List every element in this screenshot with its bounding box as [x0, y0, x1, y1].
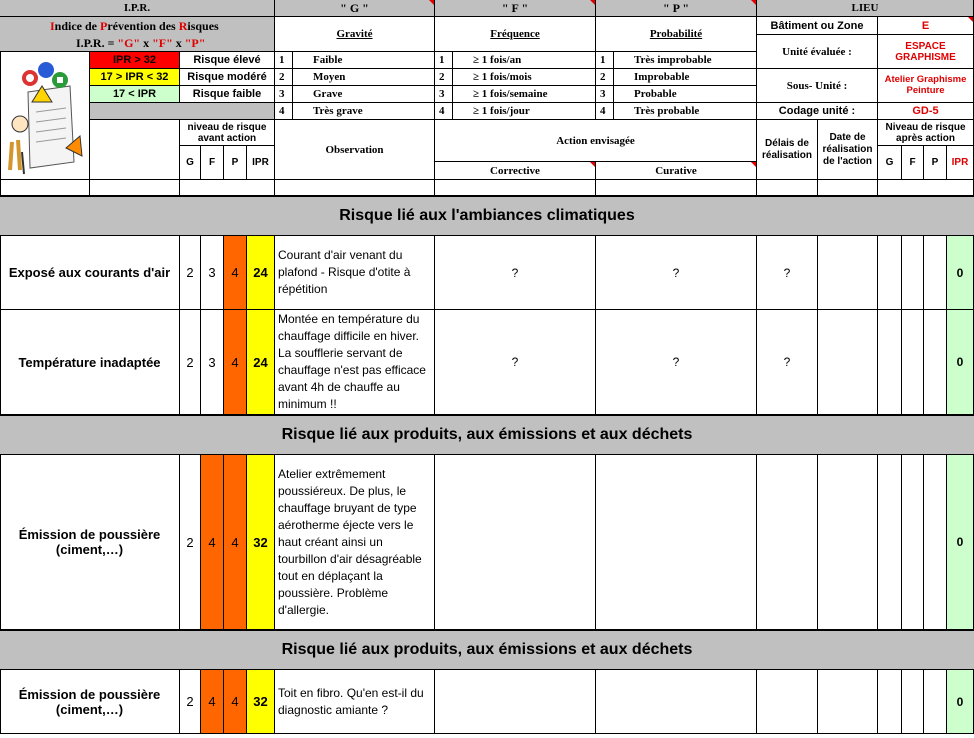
legend-label-low: Risque faible — [180, 86, 275, 103]
indice-text-2: révention des — [107, 19, 179, 33]
ipr-after-value: 0 — [947, 310, 974, 415]
curative-action-cell[interactable]: ? — [596, 236, 757, 310]
section-header: Risque lié aux l'ambiances climatiques — [0, 196, 974, 236]
unite-value: ESPACE GRAPHISME — [878, 35, 974, 69]
gravite-level-number: 3 — [275, 86, 293, 103]
ipr-after-value: 0 — [947, 670, 974, 734]
p-after-cell — [924, 670, 947, 734]
p-value: 4 — [224, 310, 247, 415]
corrective-action-cell[interactable]: ? — [435, 310, 596, 415]
delais-header: Délais de réalisation — [757, 120, 818, 180]
g-after-cell — [878, 670, 902, 734]
gravite-level-label: Grave — [293, 86, 435, 103]
codage-value: GD-5 — [878, 103, 974, 120]
p-after-cell — [924, 310, 947, 415]
corrective-action-cell[interactable]: ? — [435, 236, 596, 310]
legend-range-mid: 17 > IPR < 32 — [90, 69, 180, 86]
probabilite-level-label: Très improbable — [614, 52, 757, 69]
probabilite-level-label: Très probable — [614, 103, 757, 120]
sous-unite-value: Atelier Graphisme Peinture — [878, 69, 974, 103]
legend-label-mid: Risque modéré — [180, 69, 275, 86]
g-after-cell — [878, 310, 902, 415]
col-p-apres: P — [924, 146, 947, 180]
observation-header: Observation — [275, 120, 435, 180]
col-ipr-apres: IPR — [947, 146, 974, 180]
observation-cell: Toit en fibro. Qu'en est-il du diagnostic amiante ? — [275, 670, 435, 734]
risk-name: Émission de poussière (ciment,…) — [0, 670, 180, 734]
p-after-cell — [924, 236, 947, 310]
curative-header: Curative — [596, 162, 757, 180]
f-value: 3 — [201, 236, 224, 310]
f-subtitle-text: Fréquence — [490, 28, 540, 40]
ipr-formula — [0, 34, 274, 51]
f-subtitle — [435, 17, 596, 52]
risk-name: Exposé aux courants d'air — [0, 236, 180, 310]
indice-text-3: isques — [187, 19, 219, 33]
g-subtitle-text: Gravité — [336, 28, 373, 40]
ipr-value: 32 — [247, 670, 275, 734]
g-after-cell — [878, 236, 902, 310]
empty-header-left-bottom — [90, 180, 180, 196]
f-value: 4 — [201, 670, 224, 734]
g-title: " G " — [275, 0, 435, 17]
probabilite-level-number: 2 — [596, 69, 614, 86]
frequence-level-number: 1 — [435, 52, 453, 69]
gravite-level-label: Faible — [293, 52, 435, 69]
curative-action-cell[interactable] — [596, 455, 757, 630]
corrective-header: Corrective — [435, 162, 596, 180]
ipr-title: I.P.R. — [0, 0, 275, 17]
date-cell[interactable] — [818, 670, 878, 734]
apres-spacer — [878, 180, 974, 196]
date-cell[interactable] — [818, 310, 878, 415]
corrective-action-cell[interactable] — [435, 455, 596, 630]
formula-p: "P" — [184, 36, 206, 50]
f-after-cell — [902, 310, 924, 415]
g-subtitle — [275, 17, 435, 52]
section-header: Risque lié aux produits, aux émissions et aux déchets — [0, 415, 974, 455]
batiment-label: Bâtiment ou Zone — [757, 17, 878, 35]
ipr-value: 24 — [247, 236, 275, 310]
gravite-level-number: 4 — [275, 103, 293, 120]
f-value: 4 — [201, 455, 224, 630]
sous-unite-label: Sous- Unité : — [757, 69, 878, 103]
probabilite-level-label: Probable — [614, 86, 757, 103]
col-ipr-avant: IPR — [247, 146, 275, 180]
delais-cell[interactable]: ? — [757, 310, 818, 415]
avant-spacer — [180, 180, 275, 196]
p-subtitle-text: Probabilité — [649, 28, 703, 40]
indice-text-1: ndice de — [54, 19, 101, 33]
p-value: 4 — [224, 236, 247, 310]
p-title: " P " — [596, 0, 757, 17]
frequence-level-number: 4 — [435, 103, 453, 120]
f-after-cell — [902, 236, 924, 310]
empty-header-left — [90, 120, 180, 180]
legend-label-high: Risque élevé — [180, 52, 275, 69]
delais-cell[interactable] — [757, 455, 818, 630]
f-after-cell — [902, 670, 924, 734]
curative-action-cell[interactable] — [596, 670, 757, 734]
indice-title — [0, 17, 275, 52]
col-p-avant: P — [224, 146, 247, 180]
clipart-bottom-spacer — [0, 180, 90, 196]
gravite-level-label: Moyen — [293, 69, 435, 86]
p-after-cell — [924, 455, 947, 630]
col-g-avant: G — [180, 146, 201, 180]
observation-cell: Montée en température du chauffage difficile en hiver. La soufflerie servant de chauffage n'est pas efficace avant 4h de chauffe au minimum !! — [275, 310, 435, 415]
date-header: Date de réalisation de l'action — [818, 120, 878, 180]
date-cell[interactable] — [818, 455, 878, 630]
gravite-level-number: 1 — [275, 52, 293, 69]
delais-spacer — [757, 180, 818, 196]
indice-letter-p: P — [100, 19, 108, 33]
col-g-apres: G — [878, 146, 902, 180]
legend-range-low: 17 < IPR — [90, 86, 180, 103]
frequence-level-number: 3 — [435, 86, 453, 103]
delais-cell[interactable] — [757, 670, 818, 734]
ipr-value: 32 — [247, 455, 275, 630]
probabilite-level-label: Improbable — [614, 69, 757, 86]
formula-f: "F" — [152, 36, 173, 50]
safety-clipart-icon — [0, 52, 88, 178]
p-value: 4 — [224, 670, 247, 734]
p-value: 4 — [224, 455, 247, 630]
formula-g: "G" — [117, 36, 141, 50]
frequence-level-label: ≥ 1 fois/an — [453, 52, 596, 69]
frequence-level-number: 2 — [435, 69, 453, 86]
f-title: " F " — [435, 0, 596, 17]
gravite-level-number: 2 — [275, 69, 293, 86]
p-subtitle — [596, 17, 757, 52]
ipr-value: 24 — [247, 310, 275, 415]
date-cell[interactable] — [818, 236, 878, 310]
observation-cell: Atelier extrêmement poussiéreux. De plus, le chauffage bruyant de type aérotherme éjecte vers le haut créant ainsi un tourbillon d'air désagréable tout en déplaçant la poussière. Problème d'allergie. — [275, 455, 435, 630]
risk-name: Température inadaptée — [0, 310, 180, 415]
unite-label: Unité évaluée : — [757, 35, 878, 69]
g-value: 2 — [180, 236, 201, 310]
probabilite-level-number: 4 — [596, 103, 614, 120]
curative-spacer — [596, 180, 757, 196]
risk-name: Émission de poussière (ciment,…) — [0, 455, 180, 630]
formula-part: I.P.R. = — [76, 36, 118, 50]
niveau-avant-label: niveau de risque avant action — [180, 120, 275, 146]
corrective-spacer — [435, 180, 596, 196]
frequence-level-label: ≥ 1 fois/mois — [453, 69, 596, 86]
frequence-level-label: ≥ 1 fois/jour — [453, 103, 596, 120]
ipr-after-value: 0 — [947, 455, 974, 630]
legend-filler — [90, 103, 275, 120]
probabilite-level-number: 1 — [596, 52, 614, 69]
legend-range-high: IPR > 32 — [90, 52, 180, 69]
batiment-value: E — [878, 17, 974, 35]
niveau-apres-label: Niveau de risque après action — [878, 120, 974, 146]
frequence-level-label: ≥ 1 fois/semaine — [453, 86, 596, 103]
curative-action-cell[interactable]: ? — [596, 310, 757, 415]
formula-part: x — [140, 36, 153, 50]
f-after-cell — [902, 455, 924, 630]
g-after-cell — [878, 455, 902, 630]
formula-part: x — [172, 36, 185, 50]
codage-label: Codage unité : — [757, 103, 878, 120]
indice-letter-i: I — [50, 19, 55, 33]
date-spacer — [818, 180, 878, 196]
col-f-apres: F — [902, 146, 924, 180]
probabilite-level-number: 3 — [596, 86, 614, 103]
gravite-level-label: Très grave — [293, 103, 435, 120]
indice-letter-r: R — [178, 19, 188, 33]
clipart-image — [0, 52, 90, 180]
action-header: Action envisagée — [435, 120, 757, 162]
f-value: 3 — [201, 310, 224, 415]
g-value: 2 — [180, 310, 201, 415]
observation-spacer — [275, 180, 435, 196]
g-value: 2 — [180, 670, 201, 734]
ipr-after-value: 0 — [947, 236, 974, 310]
corrective-action-cell[interactable] — [435, 670, 596, 734]
delais-cell[interactable]: ? — [757, 236, 818, 310]
observation-cell: Courant d'air venant du plafond - Risque d'otite à répétition — [275, 236, 435, 310]
col-f-avant: F — [201, 146, 224, 180]
section-header: Risque lié aux produits, aux émissions et aux déchets — [0, 630, 974, 670]
g-value: 2 — [180, 455, 201, 630]
lieu-title: LIEU — [757, 0, 974, 17]
